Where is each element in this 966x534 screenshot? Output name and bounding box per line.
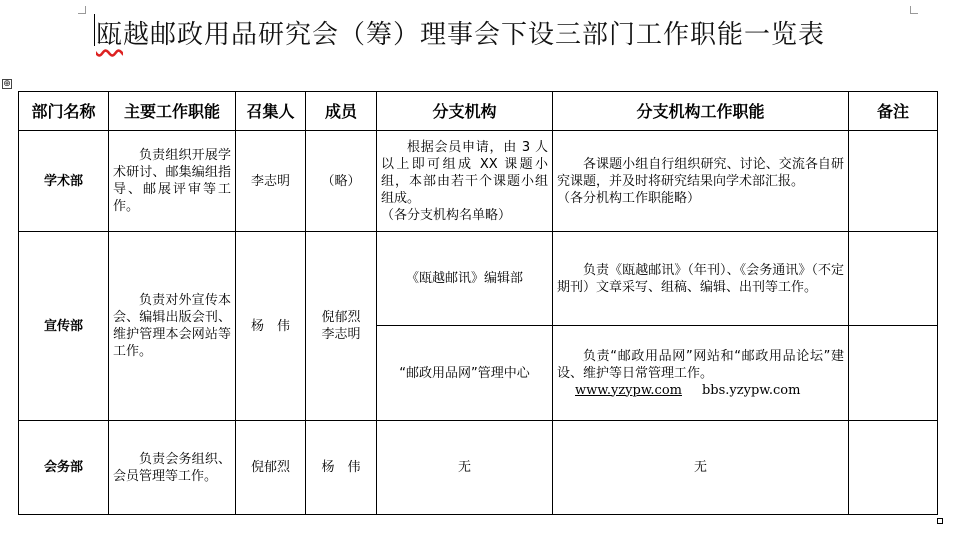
title-rest: 越邮政用品研究会（筹）理事会下设三部门工作职能一览表 [123, 20, 826, 50]
cell-dept-affairs[interactable]: 会务部 [19, 421, 109, 515]
header-dept[interactable]: 部门名称 [19, 92, 109, 131]
forum-link[interactable]: bbs.yzypw.com [701, 382, 801, 398]
header-branch[interactable]: 分支机构 [377, 92, 553, 131]
cell-remark-affairs[interactable] [849, 421, 938, 515]
cell-remark-publicity-2[interactable] [849, 326, 938, 421]
table-move-handle-icon[interactable]: ⊕ [3, 79, 11, 89]
cell-branch-duties-academic[interactable] [553, 131, 849, 232]
cell-branch-affairs[interactable]: 无 [377, 421, 553, 515]
cell-members-affairs[interactable]: 杨 伟 [306, 421, 377, 515]
cell-branch-duties-affairs[interactable]: 无 [553, 421, 849, 515]
member-publicity-1: 倪郁烈 [321, 310, 361, 325]
cell-branch-publicity-2[interactable]: “邮政用品网”管理中心 [377, 326, 553, 421]
header-remark[interactable]: 备注 [849, 92, 938, 131]
branch-academic-note: （各分支机构名单略） [381, 207, 512, 223]
cell-duties-affairs[interactable]: 负责会务组织、会员管理等工作。 [109, 421, 236, 515]
table-header-row [19, 92, 938, 131]
text-cursor [94, 14, 95, 46]
cell-branch-academic[interactable] [377, 131, 553, 232]
branch-duties-academic-note: （各分机构工作职能略） [557, 190, 701, 206]
page-corner-mark-left [78, 6, 86, 14]
cell-members-publicity[interactable] [306, 232, 377, 421]
cell-branch-duties-publicity-2[interactable] [553, 326, 849, 421]
cell-duties-publicity[interactable]: 负责对外宣传本会、编辑出版会刊、维护管理本会网站等工作。 [109, 232, 236, 421]
header-members[interactable]: 成员 [306, 92, 377, 131]
cell-remark-publicity-1[interactable] [849, 232, 938, 326]
cell-convener-affairs[interactable]: 倪郁烈 [236, 421, 306, 515]
table-resize-handle[interactable] [937, 518, 943, 524]
header-duties[interactable]: 主要工作职能 [109, 92, 236, 131]
cell-branch-duties-publicity-1[interactable]: 负责《瓯越邮讯》（年刊）、《会务通讯》（不定期刊）文章采写、组稿、编辑、出刊等工作。 [553, 232, 849, 326]
branch-academic-text: 根据会员申请，由 3 人以上即可组成 XX 课题小组，本部由若干个课题小组组成。 [381, 139, 548, 206]
website-link[interactable]: www.yzypw.com [575, 382, 682, 398]
cell-members-academic[interactable]: （略） [306, 131, 377, 232]
document-title[interactable] [96, 14, 825, 51]
cell-remark-academic[interactable] [849, 131, 938, 232]
cell-convener-academic[interactable]: 李志明 [236, 131, 306, 232]
branch-duties-academic-text: 各课题小组自行组织研究、讨论、交流各自研究课题，并及时将研究结果向学术部汇报。 [557, 156, 844, 189]
header-branch-duties[interactable]: 分支机构工作职能 [553, 92, 849, 131]
cell-dept-publicity[interactable]: 宣传部 [19, 232, 109, 421]
title-first-char: 瓯 [96, 20, 124, 50]
table-row-affairs [19, 421, 938, 515]
page-corner-mark-right [910, 6, 918, 14]
table-row-academic [19, 131, 938, 232]
branch-duties-publicity-2-text: 负责“邮政用品网”网站和“邮政用品论坛”建设、维护等日常管理工作。 [557, 348, 844, 381]
cell-branch-publicity-1[interactable]: 《瓯越邮讯》编辑部 [377, 232, 553, 326]
department-table [18, 91, 938, 515]
header-convener[interactable]: 召集人 [236, 92, 306, 131]
cell-convener-publicity[interactable]: 杨 伟 [236, 232, 306, 421]
table-row-publicity-1 [19, 232, 938, 326]
cell-dept-academic[interactable]: 学术部 [19, 131, 109, 232]
member-publicity-2: 李志明 [321, 327, 361, 342]
website-links [575, 382, 844, 399]
cell-duties-academic[interactable]: 负责组织开展学术研讨、邮集编组指导、邮展评审等工作。 [109, 131, 236, 232]
